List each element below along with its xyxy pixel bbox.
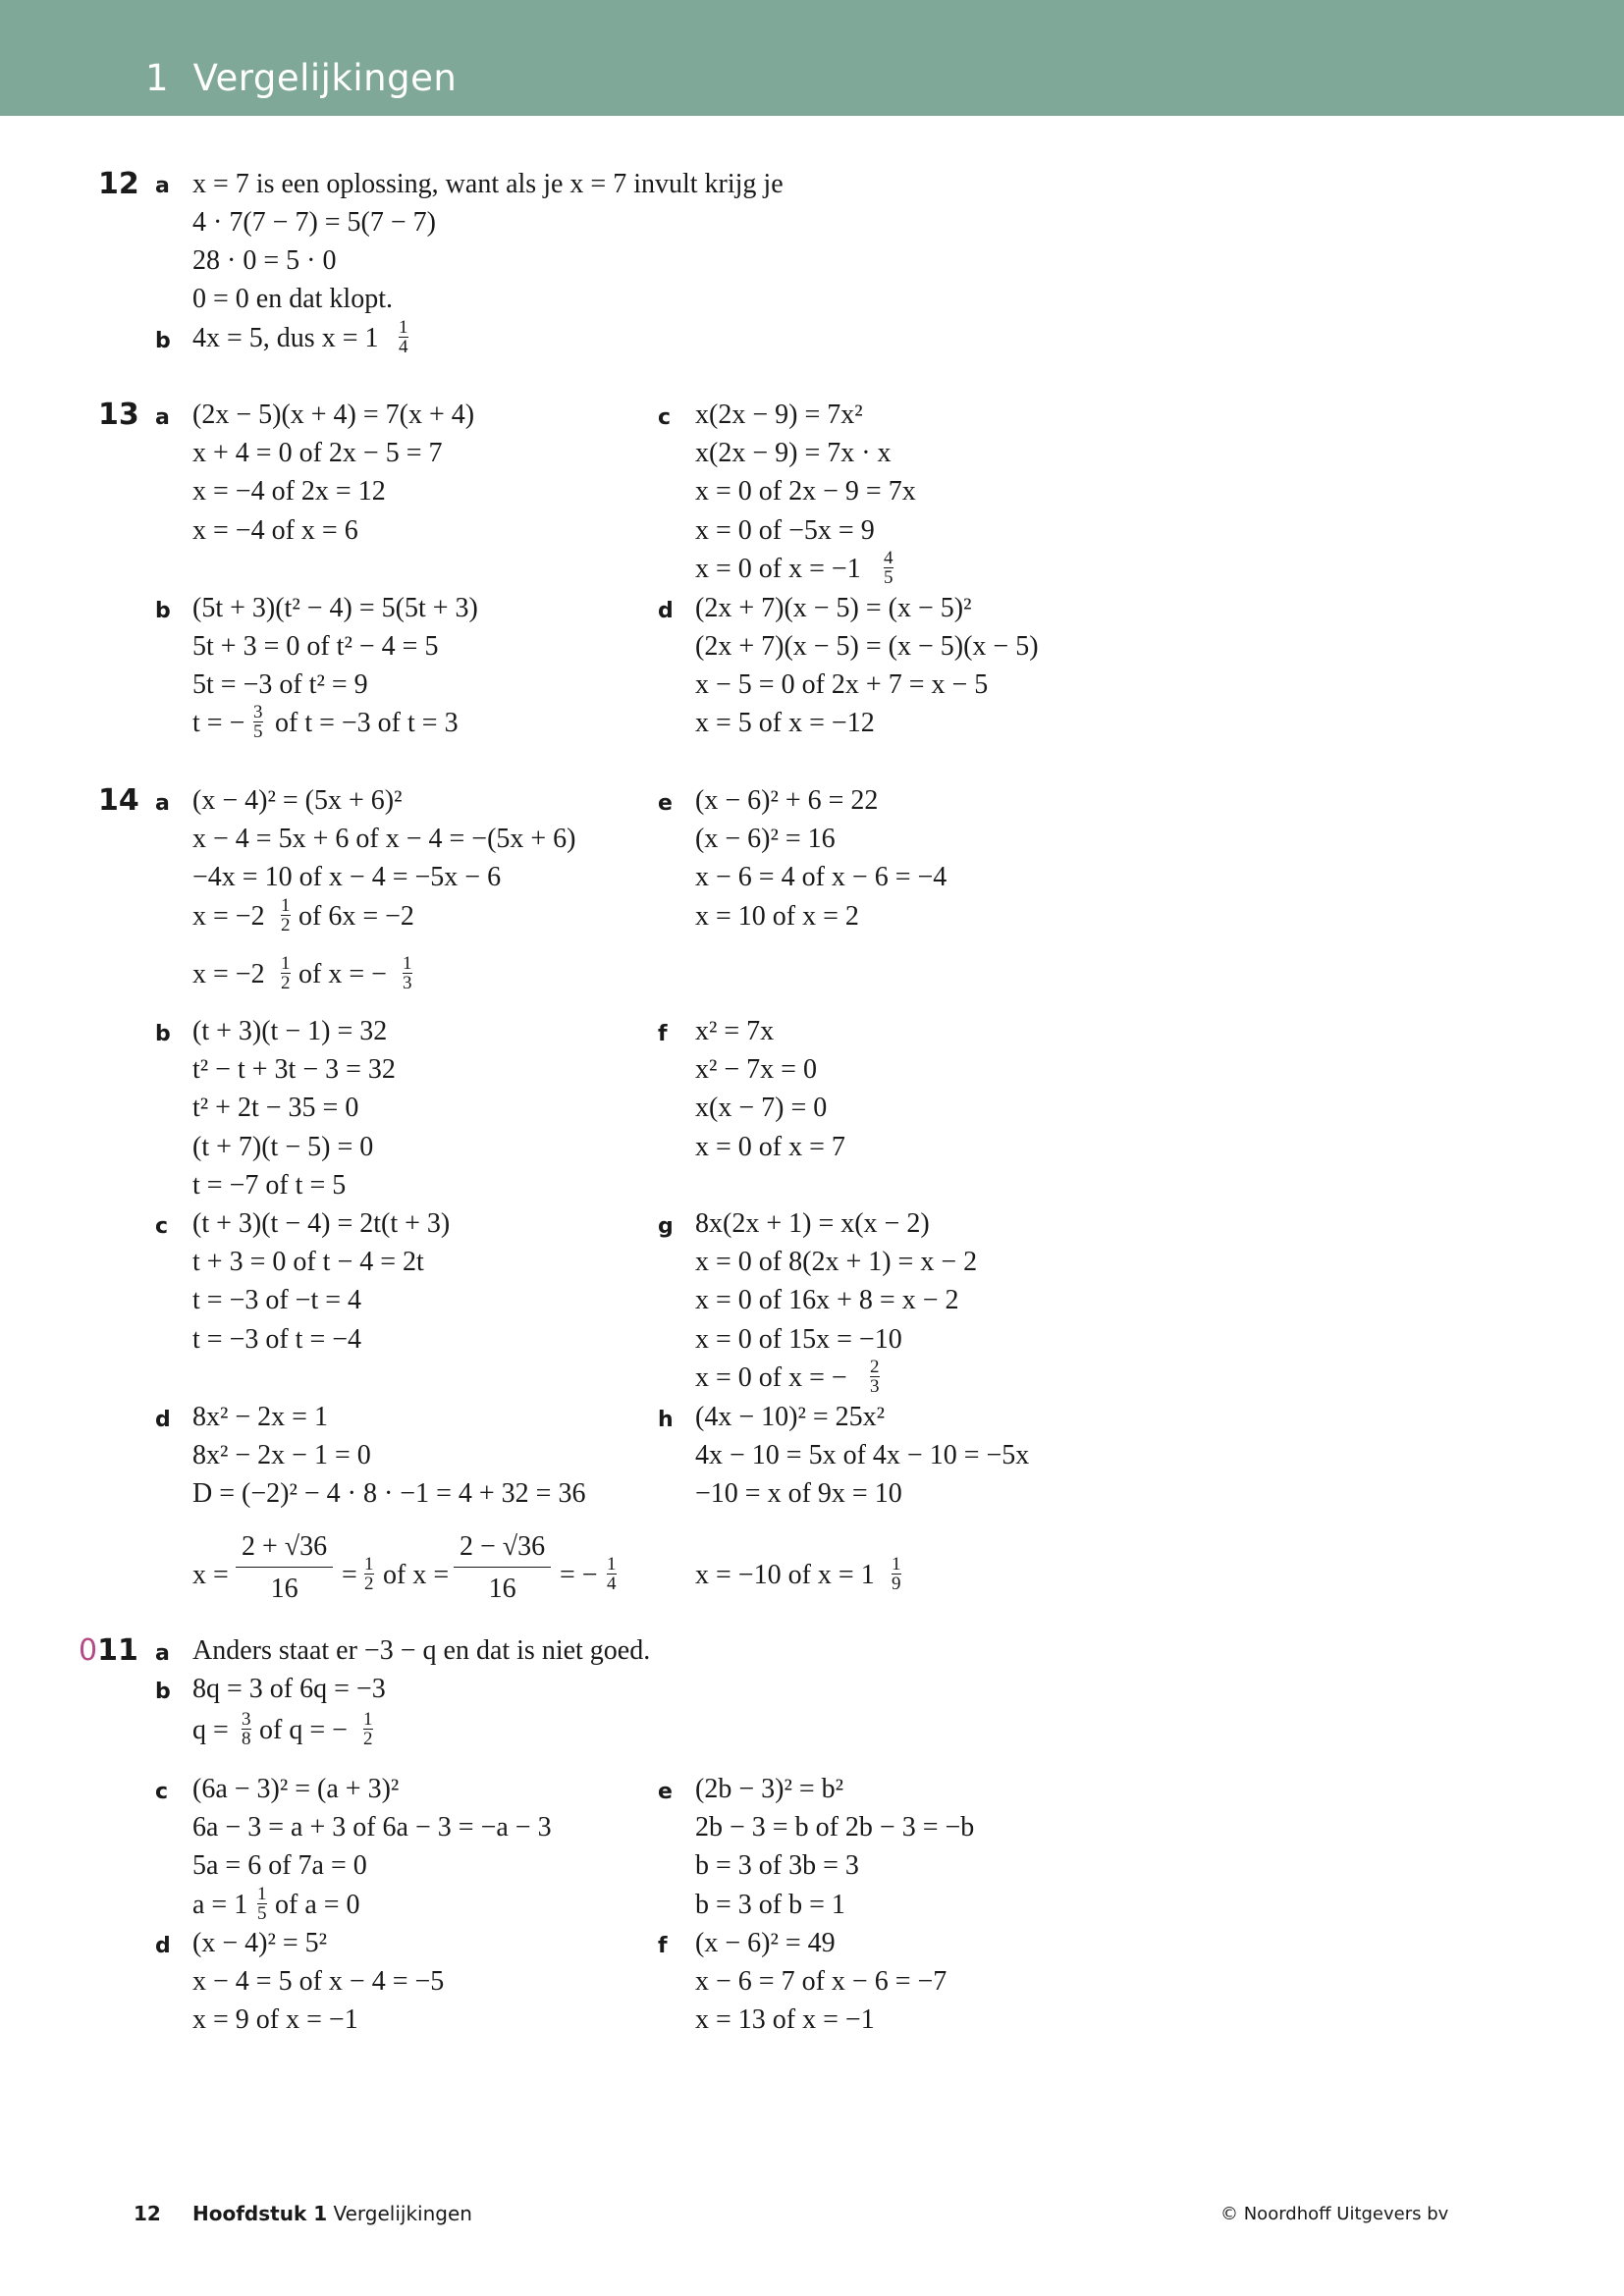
solution-line: 4x − 10 = 5x of 4x − 10 = −5x [695, 1440, 1030, 1470]
solution-line: a = 1 [192, 1890, 248, 1920]
solution-line: x² = 7x [695, 1016, 775, 1046]
solution-line: of x = − [298, 959, 387, 989]
fraction [281, 954, 291, 992]
solution-line: 6a − 3 = a + 3 of 6a − 3 = −a − 3 [192, 1812, 552, 1842]
solution-line: of x = [383, 1560, 450, 1590]
numerator: 1 [257, 1884, 267, 1904]
denominator: 16 [488, 1574, 516, 1604]
denominator: 5 [257, 1903, 267, 1924]
solution-line: of a = 0 [275, 1890, 360, 1920]
solution-line: D = (−2)² − 4 · 8 · −1 = 4 + 32 = 36 [192, 1478, 586, 1509]
solution-line: x − 6 = 7 of x − 6 = −7 [695, 1966, 947, 1997]
numerator: 1 [399, 317, 408, 338]
footer-chapter-name: Vergelijkingen [333, 2202, 472, 2225]
part-letter: e [658, 1780, 673, 1804]
fraction [253, 703, 263, 741]
solution-line: 4 · 7(7 − 7) = 5(7 − 7) [192, 207, 436, 238]
denominator: 9 [892, 1574, 901, 1594]
solution-line: (5t + 3)(t² − 4) = 5(5t + 3) [192, 593, 478, 623]
solution-line: (2x − 5)(x + 4) = 7(x + 4) [192, 400, 475, 430]
part-letter: a [155, 174, 170, 198]
solution-line: (x − 6)² + 6 = 22 [695, 785, 879, 816]
solution-line: x − 4 = 5x + 6 of x − 4 = −(5x + 6) [192, 824, 576, 854]
solution-line: t + 3 = 0 of t − 4 = 2t [192, 1247, 424, 1277]
solution-line: (2x + 7)(x − 5) = (x − 5)² [695, 593, 972, 623]
fraction [281, 896, 291, 934]
solution-line: x − 6 = 4 of x − 6 = −4 [695, 862, 947, 892]
part-letter: g [658, 1214, 674, 1239]
solution-line: (6a − 3)² = (a + 3)² [192, 1774, 400, 1804]
solution-line: 5a = 6 of 7a = 0 [192, 1850, 367, 1881]
solution-line: = − [560, 1560, 598, 1590]
page-number: 12 [134, 2202, 161, 2225]
solution-line: t² − t + 3t − 3 = 32 [192, 1054, 396, 1085]
solution-line: x = 7 is een oplossing, want als je x = 7 invult krijg je [192, 169, 784, 199]
solution-line: t = −3 of −t = 4 [192, 1285, 362, 1315]
solution-line: b = 3 of 3b = 3 [695, 1850, 859, 1881]
solution-line: −10 = x of 9x = 10 [695, 1478, 902, 1509]
solution-line: (t + 3)(t − 1) = 32 [192, 1016, 388, 1046]
solution-line: t = −7 of t = 5 [192, 1170, 347, 1201]
numerator: 2 [870, 1357, 880, 1377]
part-letter: f [658, 1022, 668, 1046]
solution-line: 8x(2x + 1) = x(x − 2) [695, 1208, 930, 1239]
solution-line: −4x = 10 of x − 4 = −5x − 6 [192, 862, 502, 892]
solution-line: x = 0 of 15x = −10 [695, 1324, 902, 1355]
solution-line: 8x² − 2x = 1 [192, 1402, 328, 1432]
solution-line: (t + 7)(t − 5) = 0 [192, 1132, 374, 1162]
solution-line: x = 5 of x = −12 [695, 708, 875, 738]
denominator: 4 [607, 1574, 617, 1594]
footer-chapter [192, 2202, 472, 2225]
denominator: 16 [270, 1574, 298, 1604]
part-letter: d [155, 1934, 171, 1958]
solution-line: x = 0 of x = 7 [695, 1132, 845, 1162]
denominator: 4 [399, 337, 408, 357]
denominator: 5 [253, 721, 263, 742]
exercise-number [79, 1633, 138, 1668]
solution-line: 28 · 0 = 5 · 0 [192, 245, 337, 276]
solution-line: of 6x = −2 [298, 901, 414, 932]
part-letter: f [658, 1934, 668, 1958]
solution-line: x = 0 of x = −1 [695, 554, 861, 584]
fraction [892, 1555, 901, 1593]
part-letter: a [155, 405, 170, 430]
part-letter: b [155, 329, 171, 353]
part-letter: a [155, 791, 170, 816]
exercise-prefix: 0 [79, 1633, 98, 1668]
exercise-number: 13 [98, 398, 139, 432]
solution-line: q = [192, 1715, 229, 1745]
fraction [607, 1555, 617, 1593]
part-letter: c [155, 1780, 169, 1804]
solution-line: 0 = 0 en dat klopt. [192, 284, 393, 314]
solution-line: x = 0 of 16x + 8 = x − 2 [695, 1285, 959, 1315]
solution-line: x = −2 [192, 901, 265, 932]
solution-line: x = 13 of x = −1 [695, 2004, 875, 2035]
solution-line: x − 4 = 5 of x − 4 = −5 [192, 1966, 445, 1997]
chapter-number: 1 [145, 57, 170, 99]
solution-line: x = −4 of x = 6 [192, 515, 358, 546]
fraction [236, 1533, 333, 1603]
solution-line: (x − 4)² = (5x + 6)² [192, 785, 403, 816]
part-letter: h [658, 1408, 674, 1432]
fraction [884, 549, 893, 587]
denominator: 5 [884, 567, 893, 588]
solution-line: x² − 7x = 0 [695, 1054, 817, 1085]
numerator: 1 [607, 1554, 617, 1575]
solution-line: Anders staat er −3 − q en dat is niet goed. [192, 1635, 651, 1666]
solution-line: (t + 3)(t − 4) = 2t(t + 3) [192, 1208, 451, 1239]
part-letter: e [658, 791, 673, 816]
solution-line: 8q = 3 of 6q = −3 [192, 1674, 386, 1704]
solution-line: 2b − 3 = b of 2b − 3 = −b [695, 1812, 975, 1842]
exercise-number-value: 11 [97, 1633, 138, 1668]
solution-line: x = −10 of x = 1 [695, 1560, 875, 1590]
solution-line: x = 0 of x = − [695, 1362, 847, 1393]
solution-line: x = 0 of −5x = 9 [695, 515, 875, 546]
solution-line: t = − [192, 708, 245, 738]
numerator: 4 [884, 548, 893, 568]
fraction [403, 954, 412, 992]
numerator: 1 [403, 953, 412, 974]
solution-line: (4x − 10)² = 25x² [695, 1402, 886, 1432]
fraction [399, 318, 408, 356]
chapter-header [0, 0, 1624, 116]
solution-line: (x − 6)² = 49 [695, 1928, 836, 1958]
denominator: 3 [403, 973, 412, 993]
solution-line: x = 10 of x = 2 [695, 901, 859, 932]
solution-line: 5t + 3 = 0 of t² − 4 = 5 [192, 631, 439, 662]
solution-line: x = 0 of 8(2x + 1) = x − 2 [695, 1247, 978, 1277]
solution-line: x = [192, 1560, 229, 1590]
part-letter: b [155, 1022, 171, 1046]
numerator: 1 [364, 1554, 374, 1575]
solution-line: 8x² − 2x − 1 = 0 [192, 1440, 371, 1470]
numerator: 3 [242, 1709, 251, 1730]
solution-line: x = −4 of 2x = 12 [192, 476, 386, 507]
fraction [454, 1533, 551, 1603]
part-letter: d [155, 1408, 171, 1432]
numerator: 1 [363, 1709, 373, 1730]
footer-chapter-label: Hoofdstuk 1 [192, 2202, 328, 2225]
numerator: 1 [892, 1554, 901, 1575]
solution-line: x + 4 = 0 of 2x − 5 = 7 [192, 438, 443, 468]
exercise-number: 12 [98, 167, 139, 201]
solution-line: x = 0 of 2x − 9 = 7x [695, 476, 916, 507]
part-letter: b [155, 1680, 171, 1704]
denominator: 8 [242, 1729, 251, 1749]
part-letter: a [155, 1641, 170, 1666]
solution-line: b = 3 of b = 1 [695, 1890, 845, 1920]
part-letter: d [658, 599, 674, 623]
solution-line: x = −2 [192, 959, 265, 989]
chapter-name: Vergelijkingen [192, 57, 458, 99]
chapter-title [145, 57, 457, 99]
part-letter: c [658, 405, 672, 430]
fraction [363, 1710, 373, 1748]
solution-line: (2b − 3)² = b² [695, 1774, 844, 1804]
solution-line: of t = −3 of t = 3 [275, 708, 459, 738]
solution-line: x − 5 = 0 of 2x + 7 = x − 5 [695, 669, 989, 700]
part-letter: b [155, 599, 171, 623]
denominator: 3 [870, 1376, 880, 1397]
numerator: 1 [281, 895, 291, 916]
numerator: 2 + √36 [236, 1533, 333, 1568]
part-letter: c [155, 1214, 169, 1239]
fraction [364, 1555, 374, 1593]
solution-line: (x − 4)² = 5² [192, 1928, 328, 1958]
denominator: 2 [364, 1574, 374, 1594]
solution-line: t = −3 of t = −4 [192, 1324, 362, 1355]
solution-line: 5t = −3 of t² = 9 [192, 669, 368, 700]
solution-line: x(2x − 9) = 7x² [695, 400, 863, 430]
copyright: © Noordhoff Uitgevers bv [1220, 2204, 1449, 2224]
fraction [242, 1710, 251, 1748]
solution-line: of q = − [259, 1715, 348, 1745]
fraction [870, 1358, 880, 1396]
solution-line: x(2x − 9) = 7x · x [695, 438, 892, 468]
numerator: 3 [253, 702, 263, 722]
solution-line: x = 9 of x = −1 [192, 2004, 358, 2035]
solution-line: 4x = 5, dus x = 1 [192, 323, 379, 353]
solution-line: (x − 6)² = 16 [695, 824, 836, 854]
denominator: 2 [281, 973, 291, 993]
fraction [257, 1885, 267, 1923]
denominator: 2 [281, 915, 291, 935]
solution-line: t² + 2t − 35 = 0 [192, 1093, 359, 1123]
numerator: 1 [281, 953, 291, 974]
denominator: 2 [363, 1729, 373, 1749]
solution-line: (2x + 7)(x − 5) = (x − 5)(x − 5) [695, 631, 1039, 662]
solution-line: = [342, 1560, 357, 1590]
numerator: 2 − √36 [454, 1533, 551, 1568]
solution-line: x(x − 7) = 0 [695, 1093, 828, 1123]
exercise-number: 14 [98, 783, 139, 818]
